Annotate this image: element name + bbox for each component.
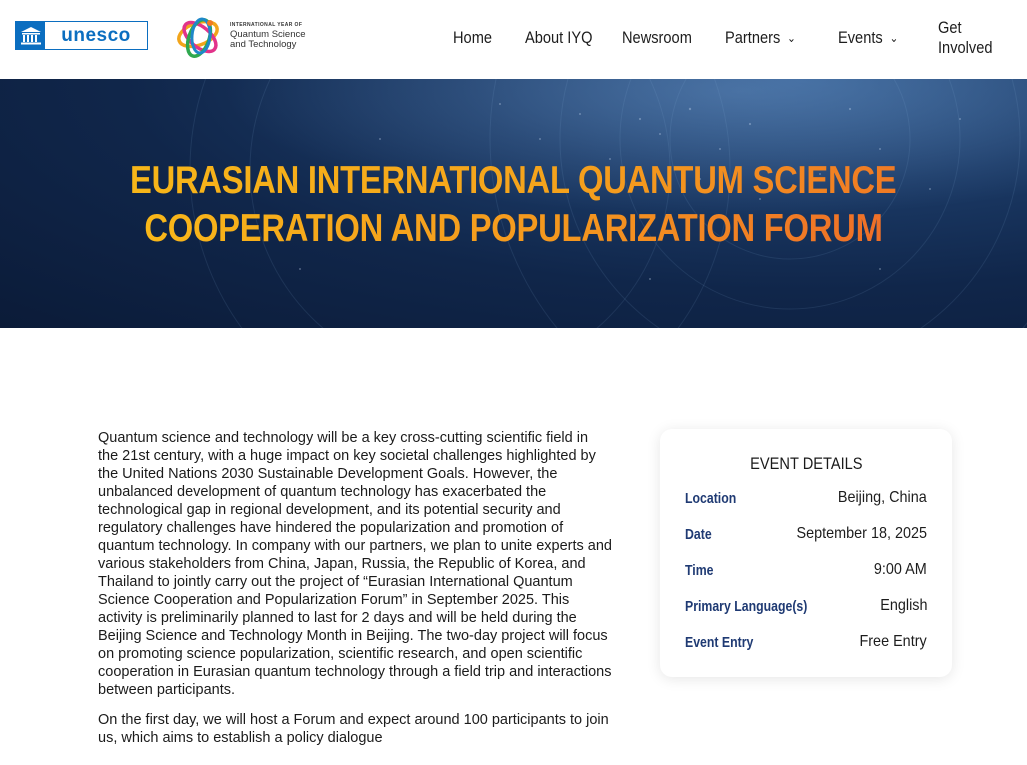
detail-value: September 18, 2025 [796,525,927,542]
description-paragraph-1: Quantum science and technology will be a key cross-cutting scientific field in the 21st century, with a huge impact on key societal challenges highlighted by the United Nations 2030 Sustainable Development Goals. However, the unbalanced development of quantum technology has exacerbated the technological gap in regional development, and its potential security and regulatory challenges have hindered the popularization and promotion of quantum technology. In company with our partners, we plan to unite experts and various stakeholders from China, Japan, Russia, the Republic of Korea, and Thailand to jointly carry out the project of “Eurasian International Quantum Science Cooperation and Popularization Forum” in September 2025. This activity is preliminarily planned to last for 2 days and will be held during the Beijing Science and Technology Month in Beijing. The two-day project will focus on promoting science popularization, scientific research, and open scientific cooperation in Eurasian quantum technology through a field trip and interactions between participants. [98,430,612,698]
page-title-line2: COOPERATION AND POPULARIZATION FORUM [144,205,882,253]
detail-row-language [685,596,927,616]
iyq-logo-line2: Quantum Science [230,29,306,40]
detail-label: Date [685,525,712,543]
iyq-rings-icon [172,10,228,64]
detail-value: 9:00 AM [874,561,927,578]
detail-row-date [685,524,927,544]
chevron-down-icon: ⌄ [787,31,796,45]
page-title-line1: EURASIAN INTERNATIONAL QUANTUM SCIENCE [130,157,896,205]
description-paragraph-2: On the first day, we will host a Forum and expect around 100 participants to join us, which aims to establish a policy dialogue [98,712,609,746]
iyq-logo[interactable] [172,10,312,64]
nav-about-iyq[interactable] [525,28,592,48]
detail-row-entry [685,632,927,652]
event-details-title [660,454,952,474]
detail-label: Time [685,561,714,579]
event-description [98,429,612,759]
detail-value: Free Entry [859,633,927,650]
nav-events-label: Events [838,28,883,47]
nav-get-involved[interactable] [938,18,1008,58]
nav-about-label: About IYQ [525,28,593,47]
event-details-title-text: EVENT DETAILS [749,454,863,473]
iyq-logo-line3: and Technology [230,39,297,50]
detail-value: English [879,597,927,614]
iyq-logo-text [230,20,306,50]
detail-label: Event Entry [685,633,754,651]
nav-events[interactable] [838,28,898,48]
nav-newsroom-label: Newsroom [622,28,692,47]
chevron-down-icon: ⌄ [889,31,899,45]
detail-value: Beijing, China [838,489,927,506]
nav-partners[interactable] [725,28,796,48]
unesco-wordmark: unesco [61,24,131,46]
nav-home[interactable] [453,28,492,48]
nav-partners-label: Partners [725,28,781,47]
iyq-logo-line1: INTERNATIONAL YEAR OF [230,22,303,28]
event-details-card [660,429,952,677]
nav-get-involved-label: Get Involved [938,18,993,57]
unesco-logo[interactable] [15,21,148,50]
hero-banner [0,79,1027,328]
nav-newsroom[interactable] [622,28,692,48]
detail-label: Location [685,489,737,507]
detail-label: Primary Language(s) [685,597,808,615]
site-header [0,0,1027,79]
detail-row-location [685,488,927,508]
detail-row-time [685,560,927,580]
nav-home-label: Home [453,28,493,47]
page-title [0,157,1027,253]
temple-icon [16,22,45,49]
